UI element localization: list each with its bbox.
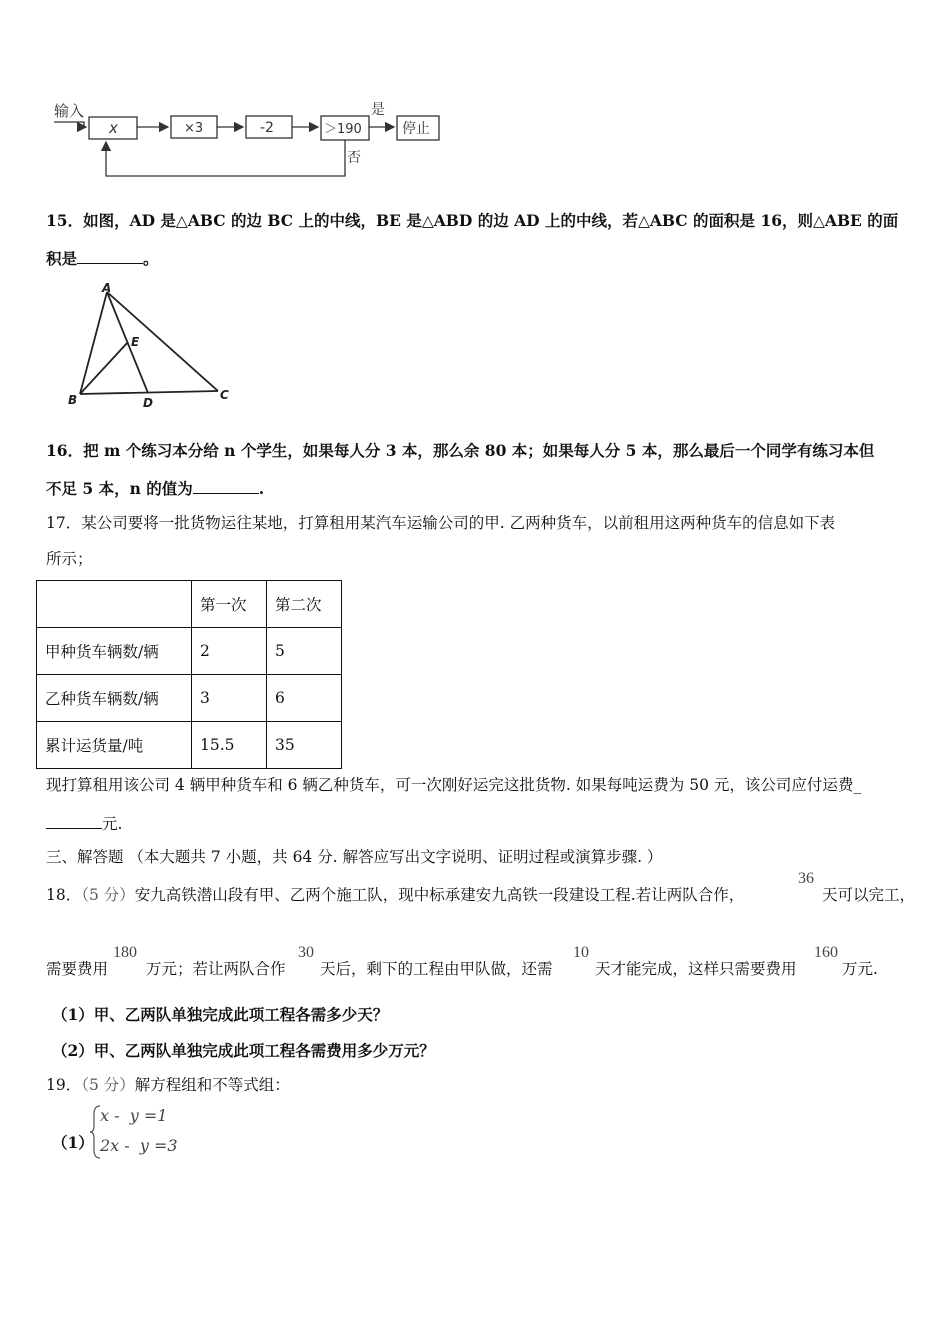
- q15-answer-blank: [77, 247, 143, 264]
- q16-line2-suffix: .: [258, 479, 265, 498]
- flow-box-times3-label: ×3: [184, 121, 204, 136]
- q17-after2: [46, 812, 122, 835]
- q15-line1: 15．如图，AD 是△ABC 的边 BC 上的中线，BE 是△ABD 的边 AD 上的中线，若△ABC 的面积是 16，则△ABE 的面: [46, 211, 899, 230]
- flow-input-label: 输入: [54, 102, 85, 120]
- flow-box-stop-label: 停止: [402, 121, 430, 137]
- table-row: [37, 628, 342, 675]
- table-header-cell: [37, 581, 192, 628]
- table-cell: 6: [267, 675, 342, 722]
- flow-box-minus2-label: -2: [260, 120, 274, 136]
- flow-box-gt190-label: ＞190: [324, 122, 362, 137]
- table-cell: 累计运货量/吨: [37, 722, 192, 769]
- q18-line1: [46, 884, 744, 906]
- flow-no-label: 否: [347, 150, 361, 166]
- vertex-c-label: C: [220, 388, 229, 402]
- flow-yes-label: 是: [371, 102, 385, 118]
- q18-line1-text: 安九高铁潜山段有甲、乙两个施工队，现中标承建安九高铁一段建设工程.若让两队合作，: [134, 886, 745, 904]
- table-header-cell: 第一次: [192, 581, 267, 628]
- vertex-a-label: A: [102, 281, 112, 295]
- q19-num: 19．: [46, 1076, 82, 1094]
- vertex-b-label: B: [68, 393, 78, 407]
- q17-table: [36, 580, 342, 769]
- q18-sub2: （2）甲、乙两队单独完成此项工程各需费用多少万元？: [52, 1041, 435, 1060]
- q18-l2-b: 万元；若让两队合作: [146, 960, 286, 978]
- q18-score: （5 分）: [81, 886, 135, 904]
- q18-v30: 30: [298, 944, 314, 961]
- q18-num: 18．: [46, 886, 82, 904]
- flowchart: [40, 96, 460, 186]
- q18-v36: 36: [798, 870, 814, 887]
- q18-line1-tail: 天可以完工，: [822, 886, 916, 904]
- q19-score: （5 分）: [81, 1076, 135, 1094]
- q18-l2-e: 万元.: [842, 960, 878, 978]
- table-cell: 甲种货车辆数/辆: [37, 628, 192, 675]
- q15-line2: [46, 247, 159, 270]
- q19-sub1-label: （1）: [52, 1133, 94, 1152]
- q18-l2-d: 天才能完成，这样只需要费用: [595, 960, 797, 978]
- q18-l2-a: 需要费用: [46, 960, 109, 978]
- q17-line1: 17．某公司要将一批货物运往某地，打算租用某汽车运输公司的甲. 乙两种货车，以前租用这两种货车的信息如下表: [46, 514, 836, 532]
- q18-v10: 10: [573, 944, 589, 961]
- q16-line2: [46, 477, 264, 500]
- q16-line2-prefix: 不足 5 本，n 的值为: [46, 479, 193, 498]
- vertex-e-label: E: [131, 335, 140, 349]
- q17-after2-suffix: 元.: [102, 815, 123, 833]
- q17-after1: 现打算租用该公司 4 辆甲种货车和 6 辆乙种货车，可一次刚好运完这批货物. 如果每吨运费为 50 元，该公司应付运费_: [46, 776, 862, 794]
- triangle-figure: [60, 278, 250, 413]
- q18-v180: 180: [113, 944, 137, 961]
- table-cell: 2: [192, 628, 267, 675]
- table-cell: 15.5: [192, 722, 267, 769]
- q17-line2: 所示；: [46, 550, 93, 568]
- vertex-d-label: D: [143, 396, 153, 410]
- table-row: [37, 675, 342, 722]
- q16-line1: 16．把 m 个练习本分给 n 个学生，如果每人分 3 本，那么余 80 本；如果每人分 5 本，那么最后一个同学有练习本但: [46, 441, 875, 460]
- q19-eq1: x - y =1: [100, 1106, 168, 1125]
- table-row: [37, 722, 342, 769]
- q18-sub1: （1）甲、乙两队单独完成此项工程各需多少天？: [52, 1005, 389, 1024]
- flow-box-x-label: x: [109, 119, 118, 137]
- table-cell: 35: [267, 722, 342, 769]
- table-header-cell: 第二次: [267, 581, 342, 628]
- q19-line: [46, 1074, 290, 1096]
- q19-text: 解方程组和不等式组：: [134, 1076, 290, 1094]
- q16-answer-blank: [193, 477, 259, 494]
- table-cell: 5: [267, 628, 342, 675]
- q17-answer-blank: [46, 812, 102, 829]
- table-cell: 乙种货车辆数/辆: [37, 675, 192, 722]
- q19-eq2: 2x - y =3: [100, 1136, 178, 1155]
- q18-v160: 160: [814, 944, 838, 961]
- q15-line2-suffix: 。: [143, 249, 159, 268]
- q15-line2-prefix: 积是: [46, 249, 78, 268]
- table-header-row: [37, 581, 342, 628]
- section3-heading: 三、解答题 （本大题共 7 小题，共 64 分. 解答应写出文字说明、证明过程或演算步骤. ）: [46, 848, 663, 866]
- table-cell: 3: [192, 675, 267, 722]
- q18-l2-c: 天后，剩下的工程由甲队做，还需: [320, 960, 553, 978]
